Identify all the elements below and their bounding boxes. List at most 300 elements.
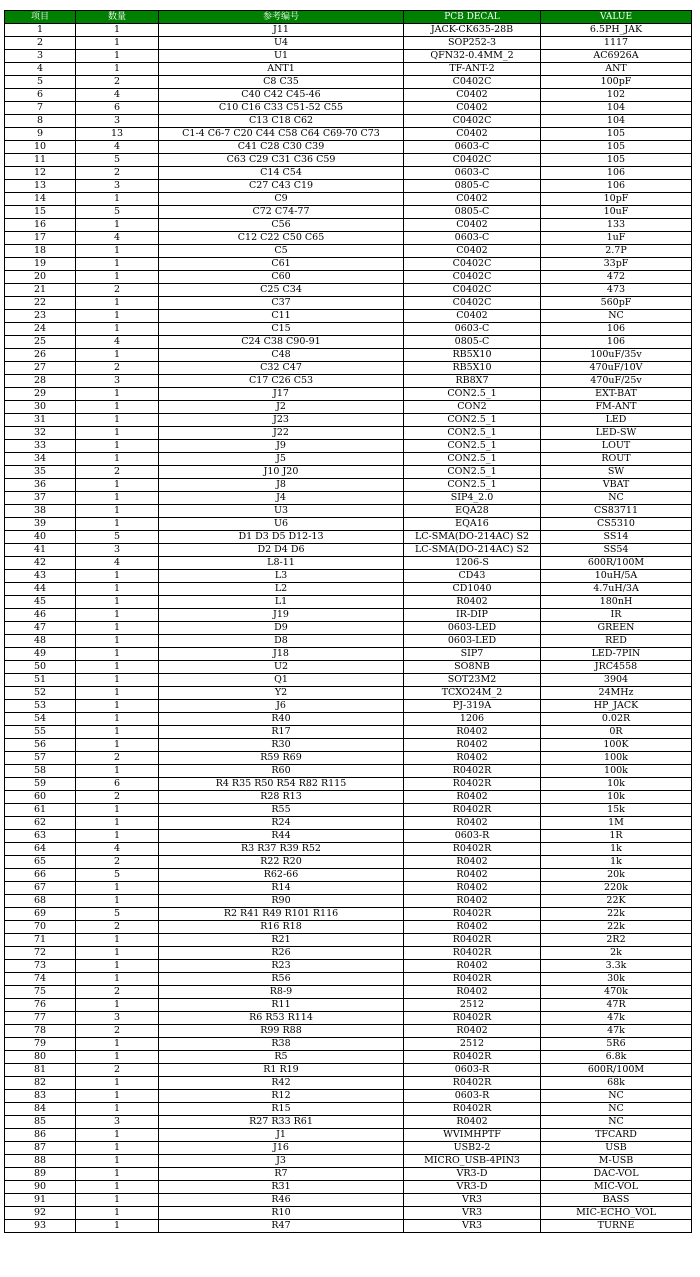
table-row [5, 518, 692, 531]
cell-reference: R62-66 [159, 869, 404, 882]
table-row [5, 960, 692, 973]
cell-pcb-decal: RB5X10 [404, 362, 541, 375]
cell-quantity: 2 [76, 791, 159, 804]
cell-value: SW [541, 466, 692, 479]
cell-reference: R24 [159, 817, 404, 830]
cell-quantity: 1 [76, 1181, 159, 1194]
cell-quantity: 2 [76, 1025, 159, 1038]
cell-quantity: 1 [76, 583, 159, 596]
cell-quantity: 1 [76, 1142, 159, 1155]
table-row [5, 1116, 692, 1129]
cell-reference: R21 [159, 934, 404, 947]
table-row [5, 453, 692, 466]
cell-item-no: 55 [5, 726, 76, 739]
cell-pcb-decal: 0603-LED [404, 635, 541, 648]
cell-reference: R38 [159, 1038, 404, 1051]
cell-item-no: 66 [5, 869, 76, 882]
cell-item-no: 85 [5, 1116, 76, 1129]
cell-quantity: 1 [76, 1038, 159, 1051]
cell-value: 3.3k [541, 960, 692, 973]
cell-item-no: 77 [5, 1012, 76, 1025]
cell-pcb-decal: 0603-R [404, 1064, 541, 1077]
cell-reference: R27 R33 R61 [159, 1116, 404, 1129]
cell-item-no: 42 [5, 557, 76, 570]
cell-reference: C61 [159, 258, 404, 271]
cell-pcb-decal: R0402 [404, 752, 541, 765]
cell-quantity: 2 [76, 986, 159, 999]
cell-reference: R23 [159, 960, 404, 973]
cell-reference: R44 [159, 830, 404, 843]
cell-item-no: 54 [5, 713, 76, 726]
table-row [5, 219, 692, 232]
cell-pcb-decal: C0402C [404, 271, 541, 284]
cell-value: 470k [541, 986, 692, 999]
cell-reference: J11 [159, 24, 404, 37]
cell-quantity: 1 [76, 635, 159, 648]
cell-value: 106 [541, 323, 692, 336]
table-row [5, 1194, 692, 1207]
cell-quantity: 3 [76, 375, 159, 388]
cell-pcb-decal: SIP7 [404, 648, 541, 661]
cell-reference: D9 [159, 622, 404, 635]
table-row [5, 609, 692, 622]
cell-reference: C37 [159, 297, 404, 310]
cell-quantity: 1 [76, 687, 159, 700]
table-row [5, 323, 692, 336]
cell-pcb-decal: R0402R [404, 1077, 541, 1090]
header-quantity: 数量 [76, 11, 159, 24]
cell-pcb-decal: CON2.5_1 [404, 427, 541, 440]
cell-reference: R22 R20 [159, 856, 404, 869]
cell-item-no: 87 [5, 1142, 76, 1155]
table-row [5, 583, 692, 596]
table-row [5, 297, 692, 310]
table-row [5, 76, 692, 89]
cell-pcb-decal: 0603-R [404, 830, 541, 843]
cell-quantity: 1 [76, 570, 159, 583]
table-row [5, 258, 692, 271]
cell-pcb-decal: SIP4_2.0 [404, 492, 541, 505]
cell-value: SS54 [541, 544, 692, 557]
cell-quantity: 1 [76, 739, 159, 752]
cell-reference: R15 [159, 1103, 404, 1116]
cell-quantity: 5 [76, 531, 159, 544]
cell-reference: J9 [159, 440, 404, 453]
cell-value: LOUT [541, 440, 692, 453]
cell-item-no: 69 [5, 908, 76, 921]
cell-pcb-decal: SO8NB [404, 661, 541, 674]
cell-value: IR [541, 609, 692, 622]
cell-reference: R14 [159, 882, 404, 895]
cell-reference: C63 C29 C31 C36 C59 [159, 154, 404, 167]
cell-item-no: 60 [5, 791, 76, 804]
cell-quantity: 2 [76, 856, 159, 869]
cell-value: 1M [541, 817, 692, 830]
table-row [5, 336, 692, 349]
cell-pcb-decal: C0402 [404, 128, 541, 141]
cell-reference: L8-11 [159, 557, 404, 570]
cell-item-no: 56 [5, 739, 76, 752]
table-row [5, 726, 692, 739]
cell-pcb-decal: LC-SMA(DO-214AC) S2 [404, 544, 541, 557]
table-row [5, 63, 692, 76]
cell-pcb-decal: CD1040 [404, 583, 541, 596]
cell-item-no: 31 [5, 414, 76, 427]
cell-reference: J22 [159, 427, 404, 440]
cell-item-no: 44 [5, 583, 76, 596]
cell-item-no: 23 [5, 310, 76, 323]
cell-quantity: 1 [76, 661, 159, 674]
cell-reference: L2 [159, 583, 404, 596]
cell-reference: J5 [159, 453, 404, 466]
cell-quantity: 1 [76, 1168, 159, 1181]
cell-pcb-decal: R0402 [404, 791, 541, 804]
cell-value: 22k [541, 921, 692, 934]
cell-item-no: 59 [5, 778, 76, 791]
cell-value: DAC-VOL [541, 1168, 692, 1181]
cell-quantity: 13 [76, 128, 159, 141]
table-row [5, 154, 692, 167]
cell-item-no: 12 [5, 167, 76, 180]
cell-quantity: 1 [76, 479, 159, 492]
table-row [5, 349, 692, 362]
cell-item-no: 17 [5, 232, 76, 245]
cell-reference: R42 [159, 1077, 404, 1090]
cell-item-no: 34 [5, 453, 76, 466]
cell-quantity: 1 [76, 882, 159, 895]
table-row [5, 115, 692, 128]
cell-pcb-decal: R0402 [404, 1025, 541, 1038]
cell-reference: R46 [159, 1194, 404, 1207]
cell-quantity: 1 [76, 726, 159, 739]
cell-quantity: 1 [76, 63, 159, 76]
table-row [5, 271, 692, 284]
cell-quantity: 1 [76, 1051, 159, 1064]
cell-item-no: 27 [5, 362, 76, 375]
table-row [5, 232, 692, 245]
cell-pcb-decal: C0402 [404, 102, 541, 115]
cell-item-no: 9 [5, 128, 76, 141]
cell-quantity: 3 [76, 1116, 159, 1129]
cell-reference: C56 [159, 219, 404, 232]
cell-item-no: 41 [5, 544, 76, 557]
cell-pcb-decal: 0603-C [404, 232, 541, 245]
cell-pcb-decal: R0402R [404, 1103, 541, 1116]
table-row [5, 1220, 692, 1233]
cell-pcb-decal: CON2.5_1 [404, 440, 541, 453]
cell-reference: C1-4 C6-7 C20 C44 C58 C64 C69-70 C73 [159, 128, 404, 141]
table-row [5, 973, 692, 986]
table-row [5, 466, 692, 479]
cell-reference: R6 R53 R114 [159, 1012, 404, 1025]
cell-value: NC [541, 1116, 692, 1129]
cell-reference: R55 [159, 804, 404, 817]
cell-pcb-decal: 0603-C [404, 141, 541, 154]
cell-value: 6.8k [541, 1051, 692, 1064]
cell-pcb-decal: JACK-CK635-28B [404, 24, 541, 37]
cell-pcb-decal: EQA16 [404, 518, 541, 531]
cell-pcb-decal: 0805-C [404, 336, 541, 349]
cell-reference: C32 C47 [159, 362, 404, 375]
cell-value: 104 [541, 102, 692, 115]
cell-value: 22K [541, 895, 692, 908]
cell-item-no: 92 [5, 1207, 76, 1220]
cell-pcb-decal: 1206-S [404, 557, 541, 570]
cell-reference: R4 R35 R50 R54 R82 R115 [159, 778, 404, 791]
cell-quantity: 1 [76, 1129, 159, 1142]
cell-value: 1uF [541, 232, 692, 245]
cell-value: 600R/100M [541, 557, 692, 570]
cell-pcb-decal: C0402 [404, 219, 541, 232]
cell-item-no: 91 [5, 1194, 76, 1207]
cell-quantity: 1 [76, 24, 159, 37]
cell-quantity: 2 [76, 167, 159, 180]
cell-value: 2.7P [541, 245, 692, 258]
table-row [5, 986, 692, 999]
cell-pcb-decal: VR3 [404, 1207, 541, 1220]
cell-quantity: 1 [76, 193, 159, 206]
cell-pcb-decal: 0805-C [404, 206, 541, 219]
cell-pcb-decal: R0402R [404, 804, 541, 817]
cell-reference: C8 C35 [159, 76, 404, 89]
cell-quantity: 2 [76, 752, 159, 765]
table-row [5, 245, 692, 258]
cell-pcb-decal: R0402R [404, 1012, 541, 1025]
cell-value: 220k [541, 882, 692, 895]
cell-reference: D1 D3 D5 D12-13 [159, 531, 404, 544]
cell-value: 10uH/5A [541, 570, 692, 583]
cell-reference: C9 [159, 193, 404, 206]
cell-quantity: 1 [76, 505, 159, 518]
cell-reference: J6 [159, 700, 404, 713]
cell-item-no: 70 [5, 921, 76, 934]
cell-value: 102 [541, 89, 692, 102]
cell-item-no: 76 [5, 999, 76, 1012]
table-row [5, 895, 692, 908]
cell-pcb-decal: R0402 [404, 921, 541, 934]
cell-item-no: 58 [5, 765, 76, 778]
cell-quantity: 1 [76, 830, 159, 843]
cell-reference: R28 R13 [159, 791, 404, 804]
cell-value: MIC-VOL [541, 1181, 692, 1194]
cell-quantity: 4 [76, 89, 159, 102]
cell-value: 104 [541, 115, 692, 128]
cell-reference: R2 R41 R49 R101 R116 [159, 908, 404, 921]
cell-value: LED [541, 414, 692, 427]
cell-item-no: 13 [5, 180, 76, 193]
cell-reference: R17 [159, 726, 404, 739]
cell-reference: R7 [159, 1168, 404, 1181]
cell-quantity: 1 [76, 947, 159, 960]
cell-quantity: 4 [76, 843, 159, 856]
cell-quantity: 2 [76, 284, 159, 297]
cell-pcb-decal: PJ-319A [404, 700, 541, 713]
cell-quantity: 1 [76, 440, 159, 453]
cell-item-no: 78 [5, 1025, 76, 1038]
cell-reference: R90 [159, 895, 404, 908]
cell-item-no: 79 [5, 1038, 76, 1051]
table-row [5, 401, 692, 414]
cell-quantity: 2 [76, 466, 159, 479]
table-row [5, 635, 692, 648]
cell-quantity: 1 [76, 258, 159, 271]
table-row [5, 1025, 692, 1038]
cell-pcb-decal: CON2.5_1 [404, 453, 541, 466]
cell-reference: C13 C18 C62 [159, 115, 404, 128]
cell-item-no: 28 [5, 375, 76, 388]
cell-reference: C15 [159, 323, 404, 336]
cell-item-no: 1 [5, 24, 76, 37]
cell-reference: J23 [159, 414, 404, 427]
cell-value: CS83711 [541, 505, 692, 518]
cell-pcb-decal: RB8X7 [404, 375, 541, 388]
cell-quantity: 1 [76, 37, 159, 50]
cell-value: 105 [541, 141, 692, 154]
cell-value: 100pF [541, 76, 692, 89]
table-row [5, 284, 692, 297]
table-row [5, 817, 692, 830]
cell-reference: J8 [159, 479, 404, 492]
header-pcb-decal: PCB DECAL [404, 11, 541, 24]
cell-reference: J16 [159, 1142, 404, 1155]
cell-value: ROUT [541, 453, 692, 466]
table-row [5, 570, 692, 583]
cell-reference: C40 C42 C45-46 [159, 89, 404, 102]
cell-reference: R47 [159, 1220, 404, 1233]
cell-reference: C25 C34 [159, 284, 404, 297]
cell-value: 100k [541, 765, 692, 778]
table-row [5, 921, 692, 934]
cell-pcb-decal: VR3 [404, 1194, 541, 1207]
table-row [5, 1155, 692, 1168]
table-row [5, 50, 692, 63]
cell-value: TURNE [541, 1220, 692, 1233]
cell-value: 6.5PH_JAK [541, 24, 692, 37]
cell-reference: R10 [159, 1207, 404, 1220]
cell-value: FM-ANT [541, 401, 692, 414]
cell-quantity: 2 [76, 76, 159, 89]
cell-reference: C41 C28 C30 C39 [159, 141, 404, 154]
cell-item-no: 33 [5, 440, 76, 453]
cell-quantity: 5 [76, 869, 159, 882]
cell-value: RED [541, 635, 692, 648]
header-reference: 参考编号 [159, 11, 404, 24]
cell-value: VBAT [541, 479, 692, 492]
cell-item-no: 8 [5, 115, 76, 128]
cell-value: 105 [541, 154, 692, 167]
table-row [5, 752, 692, 765]
cell-quantity: 4 [76, 141, 159, 154]
cell-item-no: 74 [5, 973, 76, 986]
cell-item-no: 21 [5, 284, 76, 297]
table-row [5, 193, 692, 206]
cell-item-no: 72 [5, 947, 76, 960]
cell-quantity: 1 [76, 349, 159, 362]
table-row [5, 791, 692, 804]
cell-pcb-decal: C0402C [404, 154, 541, 167]
table-row [5, 414, 692, 427]
cell-item-no: 6 [5, 89, 76, 102]
table-row [5, 544, 692, 557]
cell-value: M-USB [541, 1155, 692, 1168]
cell-item-no: 93 [5, 1220, 76, 1233]
cell-item-no: 68 [5, 895, 76, 908]
cell-quantity: 1 [76, 648, 159, 661]
cell-reference: D8 [159, 635, 404, 648]
cell-value: 47k [541, 1025, 692, 1038]
cell-quantity: 1 [76, 1155, 159, 1168]
cell-quantity: 1 [76, 453, 159, 466]
cell-item-no: 45 [5, 596, 76, 609]
cell-reference: R5 [159, 1051, 404, 1064]
cell-pcb-decal: R0402 [404, 856, 541, 869]
cell-value: NC [541, 310, 692, 323]
table-row [5, 804, 692, 817]
table-row [5, 505, 692, 518]
cell-pcb-decal: 2512 [404, 999, 541, 1012]
cell-reference: R16 R18 [159, 921, 404, 934]
table-row [5, 1181, 692, 1194]
table-row [5, 388, 692, 401]
cell-value: 100uF/35v [541, 349, 692, 362]
cell-pcb-decal: 2512 [404, 1038, 541, 1051]
cell-pcb-decal: C0402C [404, 76, 541, 89]
cell-value: 133 [541, 219, 692, 232]
cell-pcb-decal: R0402 [404, 817, 541, 830]
cell-reference: J17 [159, 388, 404, 401]
cell-pcb-decal: CD43 [404, 570, 541, 583]
cell-item-no: 38 [5, 505, 76, 518]
table-row [5, 440, 692, 453]
table-row [5, 596, 692, 609]
cell-quantity: 1 [76, 765, 159, 778]
table-row [5, 648, 692, 661]
cell-item-no: 63 [5, 830, 76, 843]
cell-value: MIC-ECHO_VOL [541, 1207, 692, 1220]
cell-item-no: 4 [5, 63, 76, 76]
cell-pcb-decal: R0402R [404, 1051, 541, 1064]
cell-item-no: 14 [5, 193, 76, 206]
table-row [5, 856, 692, 869]
cell-item-no: 48 [5, 635, 76, 648]
table-row [5, 557, 692, 570]
cell-quantity: 1 [76, 609, 159, 622]
cell-item-no: 36 [5, 479, 76, 492]
cell-pcb-decal: CON2.5_1 [404, 479, 541, 492]
cell-quantity: 3 [76, 544, 159, 557]
cell-pcb-decal: IR-DIP [404, 609, 541, 622]
cell-reference: C27 C43 C19 [159, 180, 404, 193]
cell-value: LED-SW [541, 427, 692, 440]
cell-quantity: 1 [76, 1207, 159, 1220]
table-row [5, 1207, 692, 1220]
cell-value: TFCARD [541, 1129, 692, 1142]
cell-reference: R31 [159, 1181, 404, 1194]
table-row [5, 141, 692, 154]
cell-reference: R60 [159, 765, 404, 778]
cell-reference: C11 [159, 310, 404, 323]
cell-value: NC [541, 1090, 692, 1103]
cell-pcb-decal: R0402R [404, 765, 541, 778]
cell-value: 600R/100M [541, 1064, 692, 1077]
cell-pcb-decal: 0603-LED [404, 622, 541, 635]
cell-value: NC [541, 492, 692, 505]
cell-item-no: 43 [5, 570, 76, 583]
cell-value: 2k [541, 947, 692, 960]
cell-reference: R8-9 [159, 986, 404, 999]
cell-value: 1k [541, 856, 692, 869]
cell-quantity: 1 [76, 50, 159, 63]
